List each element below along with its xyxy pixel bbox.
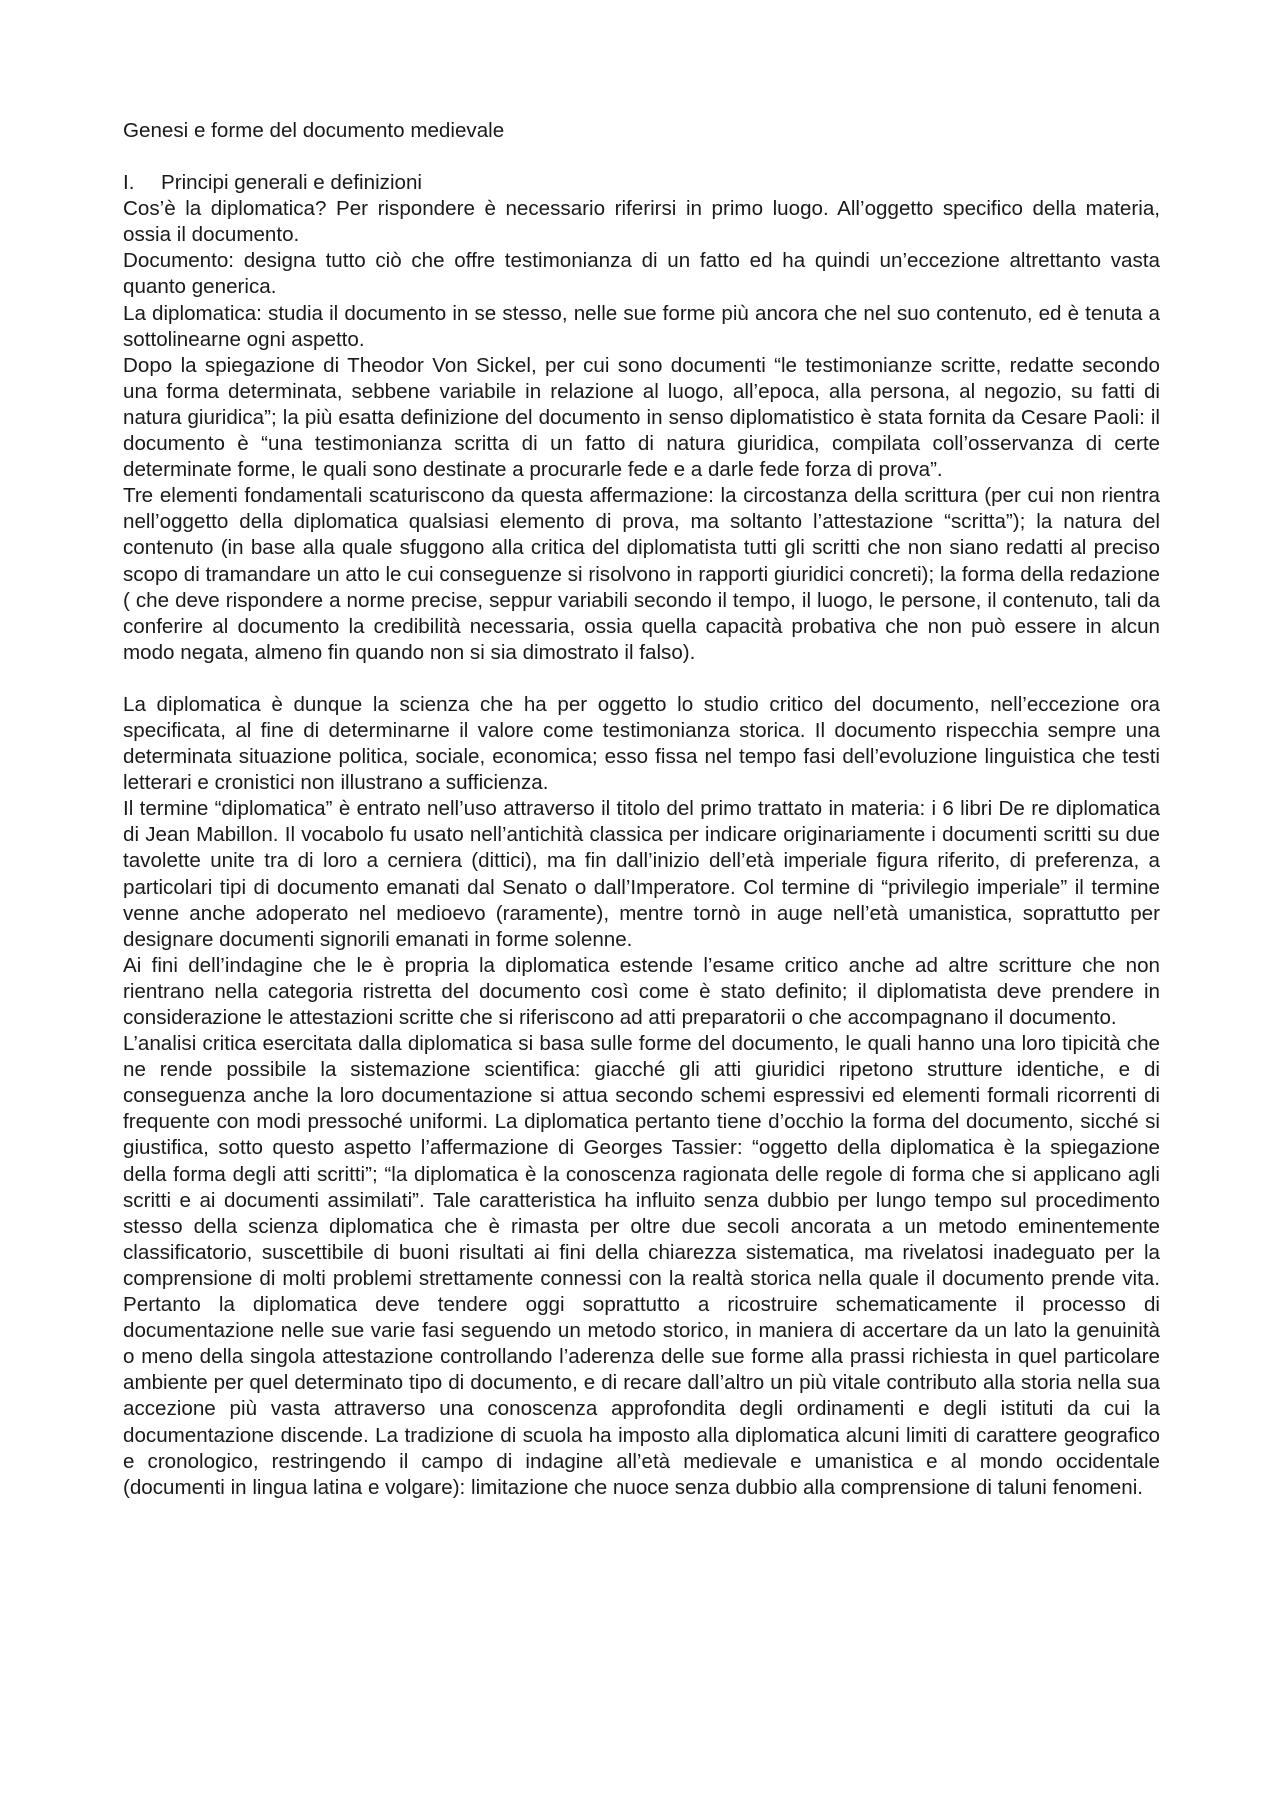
paragraph: Ai fini dell’indagine che le è propria la diplomatica estende l’esame critico anche ad altre scritture che non rientrano nella categoria ristretta del documento così come è stato definito; il diplomatista deve prendere in considerazione le attestazioni scritte che si riferiscono ad atti preparatorii o che accompagnano il documento. <box>123 953 1160 1029</box>
section-heading-text: Principi generali e definizioni <box>161 171 423 195</box>
paragraph: L’analisi critica esercitata dalla diplomatica si basa sulle forme del documento, le quali hanno una loro tipicità che ne rende possibile la sistemazione scientifica: giacché gli atti giuridici ripetono strutture identiche, e di conseguenza anche la loro documentazione si attua secondo schemi espressivi ed elementi formali ricorrenti di frequente con modi pressoché uniformi. La diplomatica pertanto tiene d’occhio la forma del documento, sicché si giustifica, sotto questo aspetto l’affermazione di Georges Tassier: “oggetto della diplomatica è la spiegazione della forma degli atti scritti”; “la diplomatica è la conoscenza ragionata delle regole di forma che si applicano agli scritti e ai documenti assimilati”. Tale caratteristica ha influito senza dubbio per lungo tempo sul procedimento stesso della scienza diplomatica che è rimasta per oltre due secoli ancorata a un metodo eminentemente classificatorio, suscettibile di buoni risultati ai fini della chiarezza sistematica, ma rivelatosi inadeguato per la comprensione di molti problemi strettamente connessi con la realtà storica nella quale il documento prende vita. Pertanto la diplomatica deve tendere oggi soprattutto a ricostruire schematicamente il processo di documentazione nelle sue varie fasi seguendo un metodo storico, in maniera di accertare da un lato la genuinità o meno della singola attestazione controllando l’aderenza delle sue forme alla prassi richiesta in quel particolare ambiente per quel determinato tipo di documento, e di recare dall’altro un più vitale contributo alla storia nella sua accezione più vasta attraverso una conoscenza approfondita degli ordinamenti e degli istituti da cui la documentazione discende. La tradizione di scuola ha imposto alla diplomatica alcuni limiti di carattere geografico e cronologico, restringendo il campo di indagine all’età medievale e umanistica e al mondo occidentale (documenti in lingua latina e volgare): limitazione che nuoce senza dubbio alla comprensione di taluni fenomeni. <box>123 1032 1160 1499</box>
paragraph: La diplomatica è dunque la scienza che ha per oggetto lo studio critico del documento, nell’eccezione ora specificata, al fine di determinarne il valore come testimonianza storica. Il documento rispecchia sempre una determinata situazione politica, sociale, economica; esso fissa nel tempo fasi dell’evoluzione linguistica che testi letterari e cronistici non illustrano a sufficienza. <box>123 692 1160 795</box>
section-number: I. <box>123 171 135 195</box>
paragraph: La diplomatica: studia il documento in se stesso, nelle sue forme più ancora che nel suo contenuto, ed è tenuta a sottolinearne ogni aspetto. <box>123 301 1160 351</box>
section-heading <box>123 170 1160 196</box>
paragraph-gap <box>123 666 1160 692</box>
paragraph: Cos’è la diplomatica? Per rispondere è necessario riferirsi in primo luogo. All’oggetto specifico della materia, ossia il documento. <box>123 197 1160 247</box>
document-title: Genesi e forme del documento medievale <box>123 119 505 142</box>
paragraph: Il termine “diplomatica” è entrato nell’uso attraverso il titolo del primo trattato in materia: i 6 libri De re diplomatica di Jean Mabillon. Il vocabolo fu usato nell’antichità classica per indicare originariamente i documenti scritti su due tavolette unite tra di loro a cerniera (dittici), ma fin dall’inizio dell’età imperiale figura riferito, di preferenza, a particolari tipi di documento emanati dal Senato o dall’Imperatore. Col termine di “privilegio imperiale” il termine venne anche adoperato nel medioevo (raramente), mentre tornò in auge nell’età umanistica, soprattutto per designare documenti signorili emanati in forme solenne. <box>123 797 1160 951</box>
paragraph: Dopo la spiegazione di Theodor Von Sickel, per cui sono documenti “le testimonianze scritte, redatte secondo una forma determinata, sebbene variabile in relazione al luogo, all’epoca, alla persona, al negozio, su fatti di natura giuridica”; la più esatta definizione del documento in senso diplomatistico è stata fornita da Cesare Paoli: il documento è “una testimonianza scritta di un fatto di natura giuridica, compilata coll’osservanza di certe determinate forme, le quali sono destinate a procurarle fede e a darle fede forza di prova”. <box>123 353 1160 482</box>
document-page <box>123 118 1160 1501</box>
paragraph: Documento: designa tutto ciò che offre testimonianza di un fatto ed ha quindi un’eccezione altrettanto vasta quanto generica. <box>123 249 1160 299</box>
paragraph: Tre elementi fondamentali scaturiscono da questa affermazione: la circostanza della scrittura (per cui non rientra nell’oggetto della diplomatica qualsiasi elemento di prova, ma soltanto l’attestazione “scritta”); la natura del contenuto (in base alla quale sfuggono alla critica del diplomatista tutti gli scritti che non siano redatti al preciso scopo di tramandare un atto le cui conseguenze si risolvono in rapporti giuridici concreti); la forma della redazione ( che deve rispondere a norme precise, seppur variabili secondo il tempo, il luogo, le persone, il contenuto, tali da conferire al documento la credibilità necessaria, ossia quella capacità probativa che non può essere in alcun modo negata, almeno fin quando non si sia dimostrato il falso). <box>123 484 1160 664</box>
